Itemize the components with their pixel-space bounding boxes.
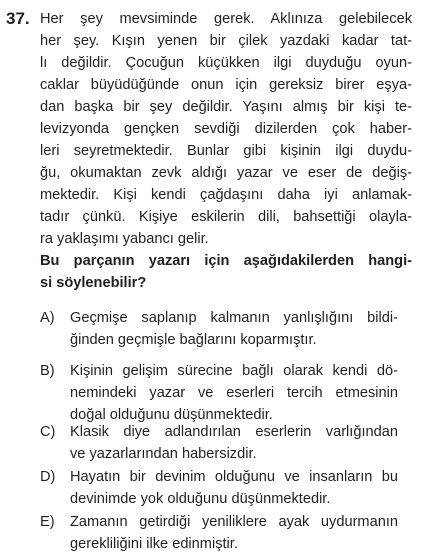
passage-line: mektedir. Kişi kendi çağdaşını daha iyi anlamak- (40, 187, 412, 203)
option-line: nemindeki yazar ve eserleri tercih etmesinin (70, 385, 398, 401)
option-letter: D) (40, 469, 56, 485)
option-line: Kişinin gelişim sürecine bağlı olarak kendi dö- (70, 363, 398, 379)
option-text (70, 307, 398, 351)
option-line: devinimde yok olduğunu düşünmektedir. (70, 491, 331, 507)
option-line: ğinden geçmişle bağlarını koparmıştır. (70, 332, 317, 348)
option-letter: E) (40, 514, 55, 530)
question-stem (40, 250, 412, 294)
passage-line: lı değildir. Çocuğun küçükken ilgi duyduğu oyun- (40, 55, 412, 71)
option-text (70, 421, 398, 465)
option-line: gerekliliğini ilke edinmiştir. (70, 536, 238, 552)
question-number: 37. (6, 9, 30, 28)
option-line: Klasik diye adlandırılan eserlerin varlığından (70, 424, 398, 440)
passage-line: her şey. Kışın yenen bir çilek yazdaki kadar tat- (40, 33, 412, 49)
option-line: doğal olduğunu düşünmektedir. (70, 407, 273, 423)
stem-line: si söylenebilir? (40, 275, 147, 291)
passage-line: levizyonda gençken sevdiği dizilerden çok haber- (40, 121, 412, 137)
option-text (70, 360, 398, 426)
passage-line: tadır çünkü. Kişiye eskilerin dili, bahsettiği olayla- (40, 209, 412, 225)
option-line: ve yazarlarından habersizdir. (70, 446, 257, 462)
option-text (70, 511, 398, 555)
option-text (70, 466, 398, 510)
option-line: Zamanın getirdiği yeniliklere ayak uydurmanın (70, 514, 398, 530)
passage-line: caklar büyüdüğünde onun için gereksiz birer eşya- (40, 77, 412, 93)
option-letter: B) (40, 363, 55, 379)
passage-line: ğu, okumaktan zevk aldığı yazar ve eser de değiş- (40, 165, 412, 181)
option-line: Geçmişe saplanıp kalmanın yanlışlığını bildi- (70, 310, 398, 326)
question-passage (40, 8, 412, 250)
passage-line: Her şey mevsiminde gerek. Aklınıza gelebilecek (40, 11, 412, 27)
passage-line: ra yaklaşımı yabancı gelir. (40, 231, 209, 247)
stem-line: Bu parçanın yazarı için aşağıdakilerden hangi- (40, 253, 412, 269)
option-line: Hayatın bir devinim olduğunu ve insanların bu (70, 469, 398, 485)
option-letter: A) (40, 310, 55, 326)
option-letter: C) (40, 424, 56, 440)
passage-line: dan başka bir şey değildir. Yaşını almış bir kişi te- (40, 99, 412, 115)
passage-line: leri seyretmektedir. Bunlar gibi kişinin ilgi duydu- (40, 143, 412, 159)
